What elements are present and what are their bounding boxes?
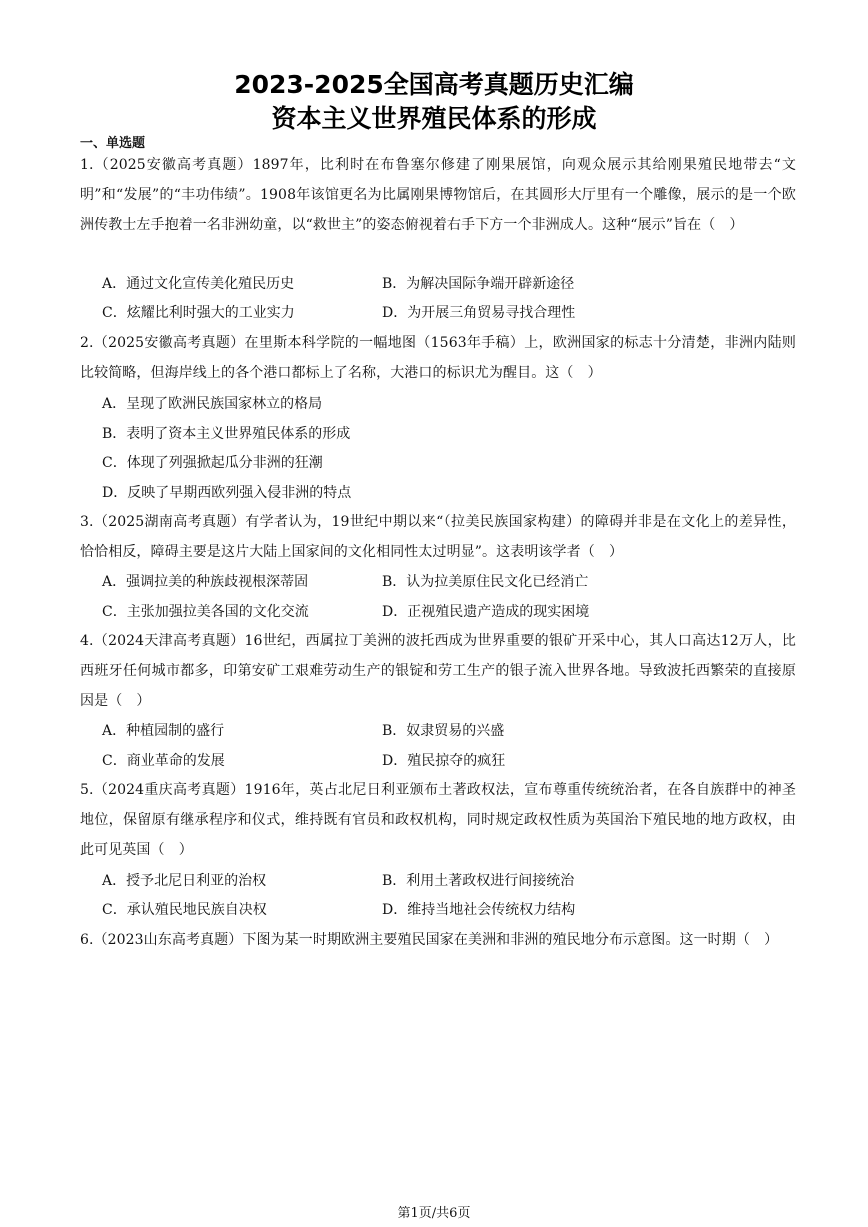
page-footer: 第1页/共6页 [397, 1206, 471, 1221]
question-4-option-a: A．种植园制的盛行 [102, 723, 225, 739]
question-3-option-a: A．强调拉美的种族歧视根深蒂固 [102, 574, 309, 590]
question-4-stem: 4.（2024天津高考真题）16世纪，西属拉丁美洲的波托西成为世界重要的银矿开采中心，其人口高达12万人，比西班牙任何城市都多，印第安矿工艰难劳动生产的银锭和劳工生产的银子流入世界各地。导致波托西繁荣的直接原因是（ ） [80, 633, 796, 709]
question-4-option-b: B．奴隶贸易的兴盛 [382, 723, 505, 739]
section-heading: 一、单选题 [80, 136, 146, 151]
question-2-option-d: D．反映了早期西欧列强入侵非洲的特点 [102, 485, 352, 501]
question-5-option-d: D．维持当地社会传统权力结构 [382, 902, 576, 918]
question-2-stem: 2.（2025安徽高考真题）在里斯本科学院的一幅地图（1563年手稿）上，欧洲国家的标志十分清楚，非洲内陆则比较简略，但海岸线上的各个港口都标上了名称，大港口的标识尤为醒目。这（ ） [80, 335, 796, 381]
question-5-option-b: B．利用土著政权进行间接统治 [382, 873, 575, 889]
question-1-stem: 1.（2025安徽高考真题）1897年，比利时在布鲁塞尔修建了刚果展馆，向观众展示其给刚果殖民地带去“文明”和“发展”的“丰功伟绩”。1908年该馆更名为比属刚果博物馆后，在其圆形大厅里有一个雕像，展示的是一个欧洲传教士左手抱着一名非洲幼童，以“救世主”的姿态俯视着右手下方一个非洲成人。这种“展示”旨在（ ） [80, 157, 796, 233]
question-3-option-b: B．认为拉美原住民文化已经消亡 [382, 574, 589, 590]
question-5-stem: 5.（2024重庆高考真题）1916年，英占北尼日利亚颁布土著政权法，宣布尊重传统统治者，在各自族群中的神圣地位，保留原有继承程序和仪式，维持既有官员和政权机构，同时规定政权性质为英国治下殖民地的地方政权，由此可见英国（ ） [80, 782, 796, 858]
question-1-option-c: C．炫耀比利时强大的工业实力 [102, 305, 295, 321]
question-2-option-a: A．呈现了欧洲民族国家林立的格局 [102, 396, 323, 412]
question-4-option-c: C．商业革命的发展 [102, 753, 225, 769]
question-2-option-c: C．体现了列强掀起瓜分非洲的狂潮 [102, 455, 323, 471]
question-3-option-d: D．正视殖民遗产造成的现实困境 [382, 604, 590, 620]
question-5-option-a: A．授予北尼日利亚的治权 [102, 873, 267, 889]
question-2-option-b: B．表明了资本主义世界殖民体系的形成 [102, 426, 351, 442]
document-title-line1: 2023-2025全国高考真题历史汇编 [234, 70, 634, 99]
question-3-stem: 3.（2025湖南高考真题）有学者认为，19世纪中期以来“（拉美民族国家构建）的障碍并非是在文化上的差异性，恰恰相反，障碍主要是这片大陆上国家间的文化相同性太过明显”。这表明该学者（ ） [80, 514, 796, 560]
question-1-option-d: D．为开展三角贸易寻找合理性 [382, 305, 576, 321]
question-5-option-c: C．承认殖民地民族自决权 [102, 902, 267, 918]
question-3-option-c: C．主张加强拉美各国的文化交流 [102, 604, 309, 620]
question-4-option-d: D．殖民掠夺的疯狂 [382, 753, 506, 769]
question-6-stem: 6.（2023山东高考真题）下图为某一时期欧洲主要殖民国家在美洲和非洲的殖民地分布示意图。这一时期（ ） [80, 932, 779, 948]
question-1-option-b: B．为解决国际争端开辟新途径 [382, 276, 575, 292]
document-title-line2: 资本主义世界殖民体系的形成 [271, 104, 597, 133]
question-1-option-a: A．通过文化宣传美化殖民历史 [102, 276, 295, 292]
